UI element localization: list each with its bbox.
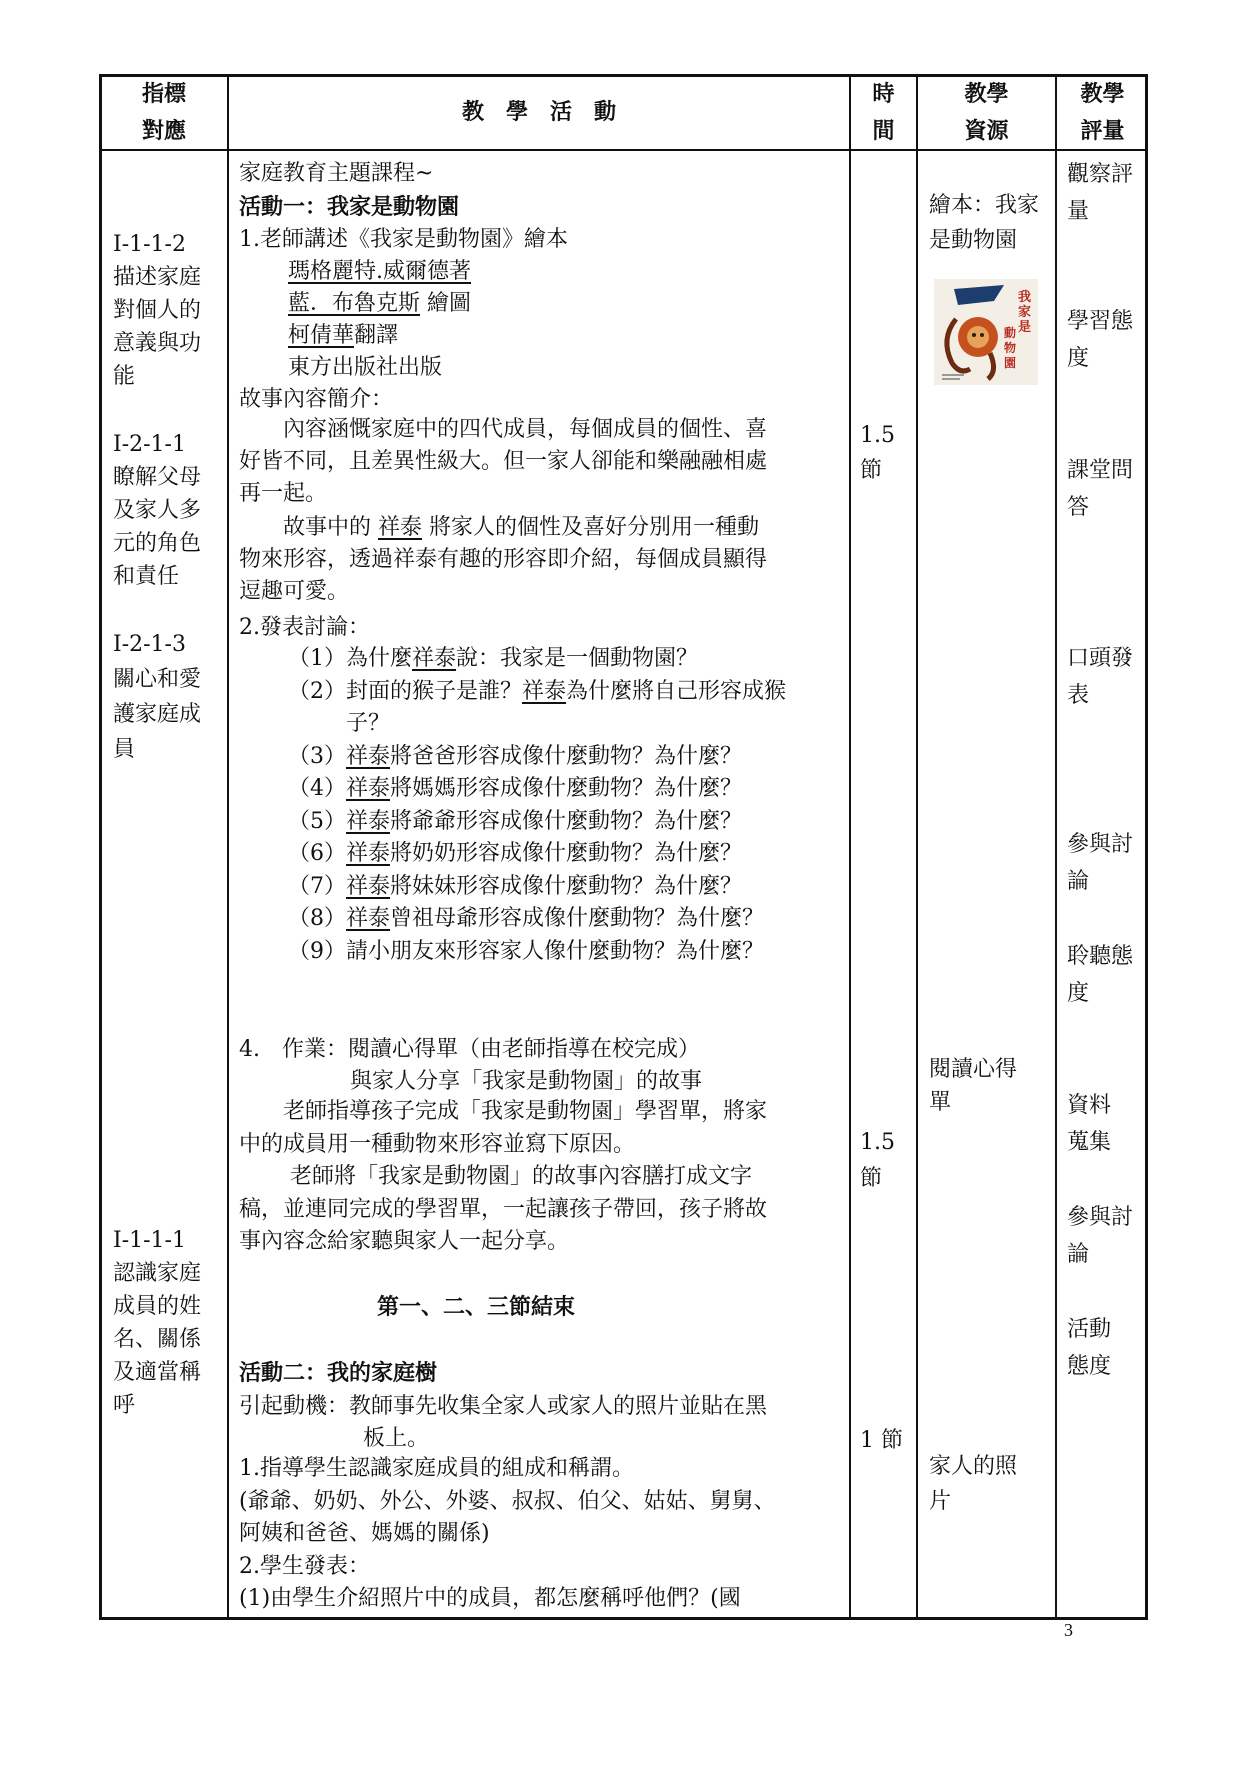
question-5: （5）祥泰將爺爺形容成像什麼動物？為什麼？	[288, 808, 743, 834]
eval-data-collection: 資料 蒐集	[1067, 1093, 1112, 1155]
column-divider-2	[849, 76, 851, 1620]
time-3: 1 節	[860, 1428, 903, 1453]
resource-reading-sheet: 閱讀心得 單	[929, 1057, 1018, 1115]
book-author: 瑪格麗特.威爾德著	[288, 259, 471, 284]
summary-paragraph-2: 故事中的 祥泰 將家人的個性及喜好分別用一種動 物來形容，透過祥泰有趣的形容即介紹，每個成員顯得 逗趣可愛。	[239, 515, 768, 604]
homework-line-2: 與家人分享「我家是動物園」的故事	[350, 1069, 703, 1094]
homework-paragraph: 老師指導孩子完成「我家是動物園」學習單，將家 中的成員用一種動物來形容並寫下原因。 老師將「我家是動物園」的故事內容膳打成文字 稿，並連同完成的學習單，一起讓孩子帶回，孩子將故 事內容念給家聽與家人一起分享。	[239, 1099, 768, 1254]
course-title: 家庭教育主題課程~	[239, 161, 434, 186]
question-9: （9）請小朋友來形容家人像什麼動物？為什麼？	[288, 938, 764, 964]
column-divider-3	[916, 76, 918, 1620]
motivation-line-2: 板上。	[363, 1426, 430, 1451]
activity-2-title: 活動二：我的家庭樹	[239, 1361, 438, 1386]
header-time: 時 間	[872, 82, 895, 144]
question-8: （8）祥泰曾祖母爺形容成像什麼動物？為什麼？	[288, 906, 765, 931]
book-publisher: 東方出版社出版	[288, 355, 443, 380]
question-4: （4）祥泰將媽媽形容成像什麼動物？為什麼？	[288, 776, 743, 801]
motivation-line-1: 引起動機：教師事先收集全家人或家人的照片並貼在黑	[239, 1394, 768, 1419]
activity-1-title: 活動一：我家是動物園	[239, 195, 460, 220]
eval-listening-attitude: 聆聽態 度	[1067, 944, 1134, 1006]
svg-text:動: 動	[1004, 326, 1017, 340]
question-7: （7）祥泰將妹妹形容成像什麼動物？為什麼？	[288, 873, 743, 899]
eval-observation: 觀察評 量	[1067, 162, 1134, 224]
svg-text:我: 我	[1018, 290, 1032, 305]
time-1: 1.5 節	[860, 423, 895, 483]
header-activity: 教 學 活 動	[461, 100, 616, 125]
time-2: 1.5 節	[860, 1130, 895, 1191]
question-1: （1）為什麼祥泰說：我家是一個動物園？	[288, 646, 699, 671]
activity-step-1: 1.老師講述《我家是動物園》繪本	[239, 227, 568, 252]
indicator-block-3: I-2-1-3 關心和愛 護家庭成 員	[113, 632, 202, 762]
svg-text:家: 家	[1018, 305, 1032, 320]
eval-discussion-2: 參與討 論	[1067, 1205, 1134, 1267]
eval-activity-attitude: 活動 態度	[1067, 1317, 1112, 1379]
question-6: （6）祥泰將奶奶形容成像什麼動物？為什麼？	[288, 841, 743, 866]
question-3: （3）祥泰將爸爸形容成像什麼動物？為什麼？	[288, 743, 743, 769]
resource-picture-book: 繪本：我家 是動物園	[929, 193, 1040, 253]
column-divider-4	[1055, 76, 1057, 1620]
indicator-block-4: I-1-1-1 認識家庭 成員的姓 名、關係 及適當稱 呼	[113, 1228, 202, 1418]
book-illustrator: 藍．布魯克斯 繪圖	[288, 291, 472, 316]
svg-text:是: 是	[1018, 320, 1032, 335]
eval-oral-presentation: 口頭發 表	[1067, 646, 1134, 708]
eval-discussion-1: 參與討 論	[1067, 832, 1134, 894]
question-2: （2）封面的猴子是誰？祥泰為什麼將自己形容成猴	[288, 678, 787, 704]
discussion-questions: （1）為什麼祥泰說：我家是一個動物園？ （2）封面的猴子是誰？祥泰為什麼將自己形容成猴 子？ （3）祥泰將爸爸形容成像什麼動物？為什麼？ （4）祥泰將媽媽形容成像什麼動物？為什麼？ （5）祥泰將爺爺形容成像什麼動物？為什麼？ （6）祥泰將奶奶形容成像什麼動物？為什麼？ （7）祥泰將妹妹形容成像什麼動物？為什麼？ （8）祥泰曾祖母爺形容成像什麼動物？為什麼？ （9）請小朋友來形容家人像什麼動物？為什麼？	[288, 643, 786, 968]
activity-2-steps: 1.指導學生認識家庭成員的組成和稱謂。 (爺爺、奶奶、外公、外婆、叔叔、伯父、姑姑、舅舅、 阿姨和爸爸、媽媽的關係) 2.學生發表： (1)由學生介紹照片中的成員，都怎麼稱呼他們？(國	[239, 1456, 776, 1611]
indicator-block-2: I-2-1-1 瞭解父母 及家人多 元的角色 和責任	[113, 432, 202, 589]
section-end: 第一、二、三節結束	[377, 1295, 576, 1320]
svg-text:園: 園	[1004, 356, 1017, 370]
svg-text:物: 物	[1004, 341, 1017, 355]
summary-paragraph-1: 內容涵慨家庭中的四代成員，每個成員的個性、喜 好皆不同，且差異性級大。但一家人卻能和樂融融相處 再一起。	[239, 417, 768, 506]
indicator-block-1: I-1-1-2 描述家庭 對個人的 意義與功 能	[113, 232, 202, 389]
header-evaluation: 教學 評量	[1080, 82, 1125, 144]
book-translator: 柯倩華翻譯	[288, 323, 399, 348]
homework-line-1: 4. 作業：閱讀心得單（由老師指導在校完成）	[239, 1037, 700, 1062]
header-resources: 教學 資源	[964, 82, 1009, 144]
page-number: 3	[1064, 1620, 1073, 1640]
column-divider-1	[227, 76, 229, 1620]
activity-step-2: 2.發表討論：	[239, 615, 370, 640]
book-cover-image	[934, 279, 1038, 385]
eval-class-qa: 課堂問 答	[1067, 458, 1134, 520]
summary-label: 故事內容簡介：	[239, 387, 394, 412]
resource-family-photos: 家人的照 片	[929, 1454, 1018, 1514]
eval-learning-attitude: 學習態 度	[1067, 309, 1134, 371]
header-indicator: 指標 對應	[141, 82, 186, 144]
